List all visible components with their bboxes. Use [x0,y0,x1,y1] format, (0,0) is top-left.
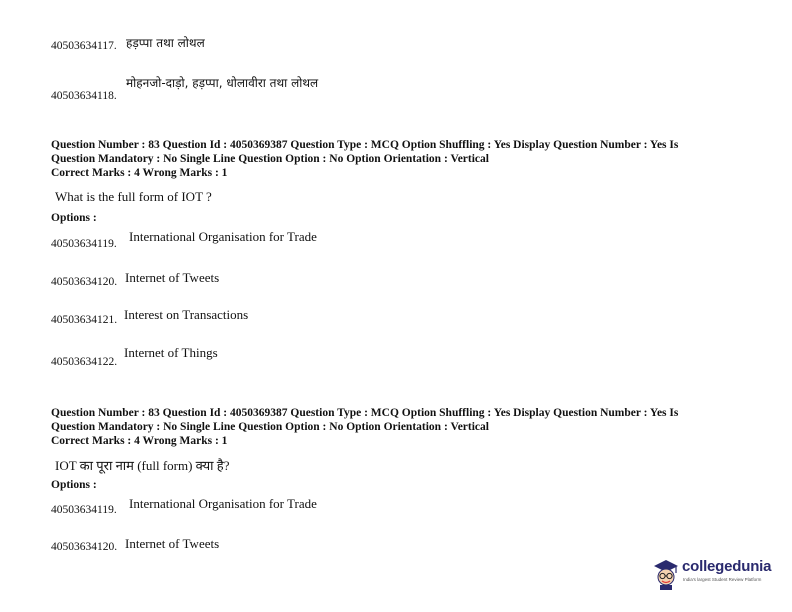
option-text: Interest on Transactions [124,307,249,322]
option-text: Internet of Things [124,345,218,360]
option-text: हड़प्पा तथा लोथल [126,36,205,50]
options-label: Options : [51,479,97,491]
question-meta-line: Question Mandatory : No Single Line Question Option : No Option Orientation : Vertical [51,153,489,165]
option-id: 40503634117. [51,40,117,52]
question-marks: Correct Marks : 4 Wrong Marks : 1 [51,167,228,179]
options-label: Options : [51,212,97,224]
question-text: What is the full form of IOT ? [55,189,212,204]
question-meta-line: Question Number : 83 Question Id : 4050369387 Question Type : MCQ Option Shuffling : Yes Display Question Number : Yes Is [51,139,679,151]
logo-tagline: India's largest Student Review Platform [683,577,762,582]
option-text: मोहनजो-दाड़ो, हड़प्पा, धोलावीरा तथा लोथल [126,76,319,90]
option-id: 40503634122. [51,356,118,368]
question-text: IOT का पूरा नाम (full form) क्या है? [55,458,230,473]
option-id: 40503634119. [51,504,117,516]
option-id: 40503634118. [51,90,117,102]
option-id: 40503634120. [51,541,118,553]
option-text: International Organisation for Trade [129,496,317,511]
option-text: International Organisation for Trade [129,229,317,244]
question-meta-line: Question Mandatory : No Single Line Question Option : No Option Orientation : Vertical [51,421,489,433]
question-meta [51,406,678,448]
question-meta [51,138,678,180]
option-text: Internet of Tweets [125,536,220,551]
option-id: 40503634121. [51,314,118,326]
logo-wordmark: collegedunia [682,558,772,575]
option-id: 40503634119. [51,238,117,250]
collegedunia-logo[interactable] [652,556,782,592]
mascot-icon [652,558,680,590]
question-meta-line: Question Number : 83 Question Id : 4050369387 Question Type : MCQ Option Shuffling : Yes Display Question Number : Yes Is [51,407,679,419]
option-text: Internet of Tweets [125,270,220,285]
question-marks: Correct Marks : 4 Wrong Marks : 1 [51,435,228,447]
option-id: 40503634120. [51,276,118,288]
